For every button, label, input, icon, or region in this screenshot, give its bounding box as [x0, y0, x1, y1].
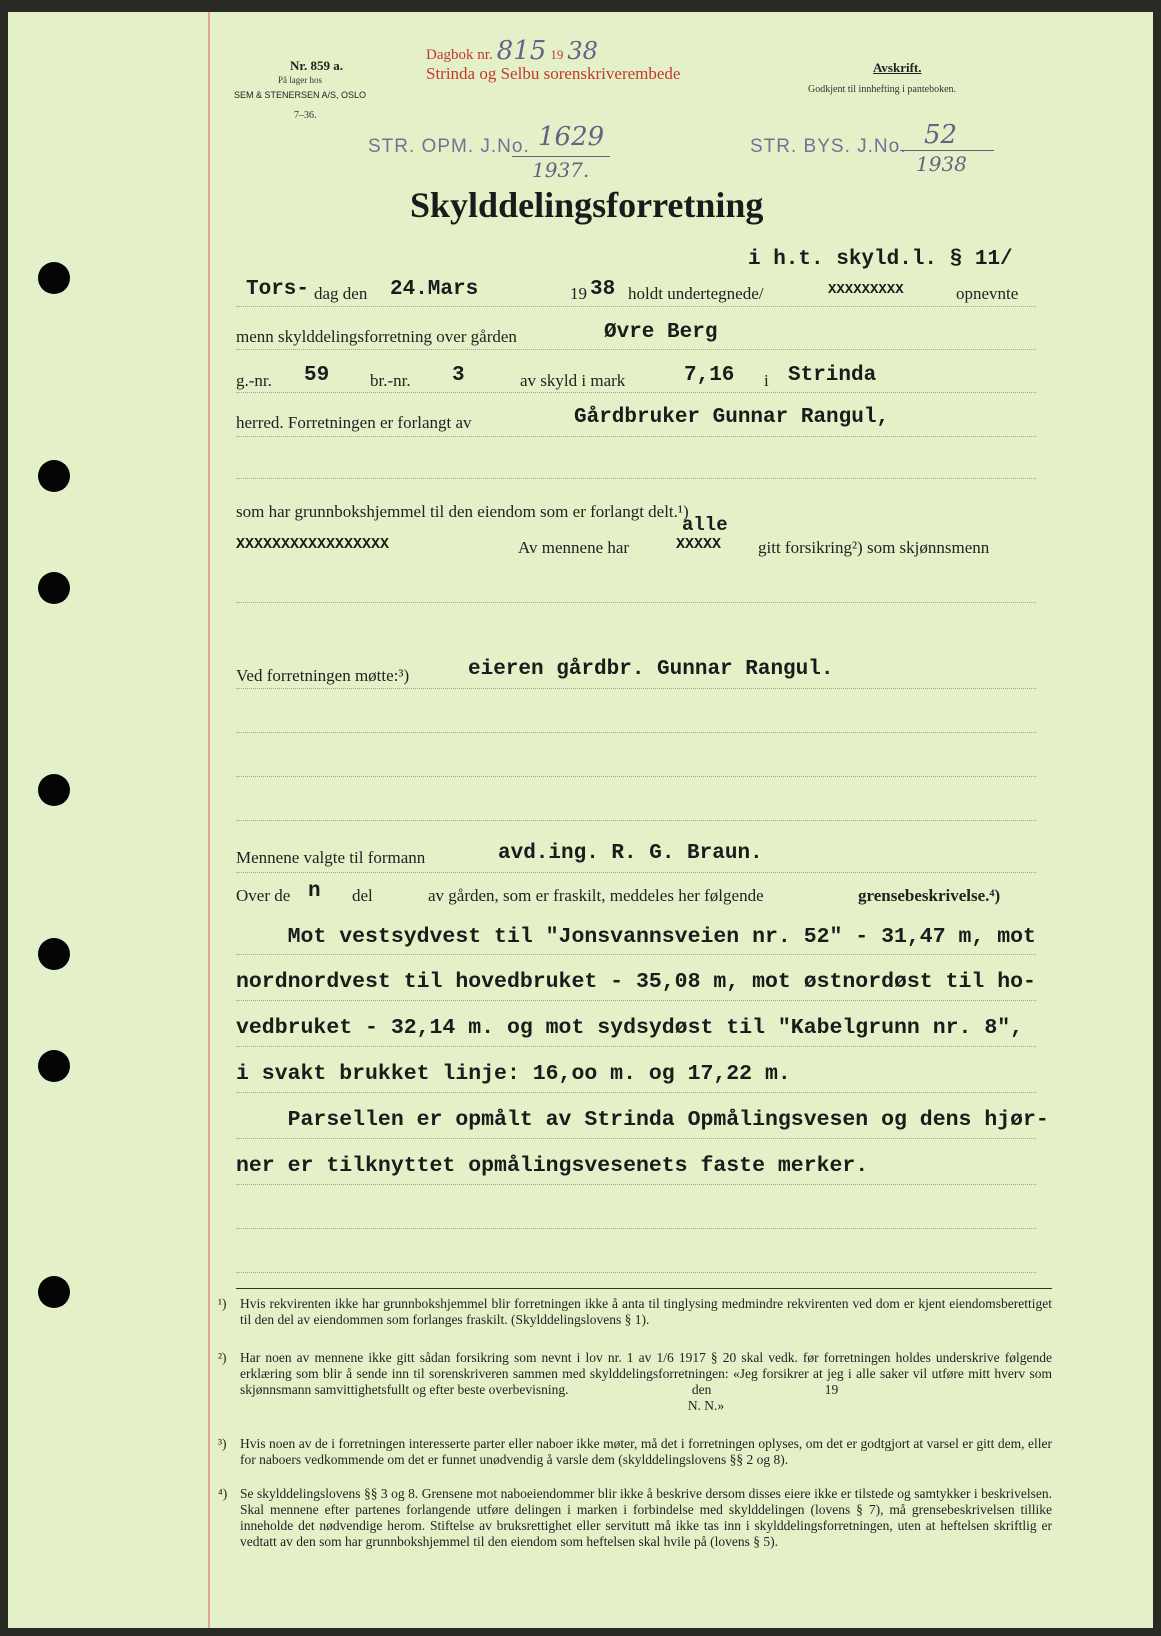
rule: [236, 1228, 1036, 1229]
rule: [236, 872, 1036, 873]
footnote-separator: [236, 1288, 1052, 1289]
opnevnte-label: opnevnte: [956, 284, 1019, 303]
mote-value: eieren gårdbr. Gunnar Rangul.: [468, 658, 834, 681]
over-n-value: n: [308, 880, 321, 903]
boundary-line: ner er tilknyttet opmålingsvesenets faste merker.: [236, 1154, 869, 1178]
footnote-3: [218, 1436, 1052, 1468]
holdt-label: holdt undertegnede/: [628, 284, 764, 303]
punch-hole: [38, 262, 70, 294]
rule: [236, 1092, 1036, 1093]
struck-text: XXXXXXXXX: [828, 282, 904, 298]
av-mennene-label: Av mennene har: [518, 538, 630, 557]
opm-underline: [512, 156, 610, 157]
hjemmel-text: som har grunnbokshjemmel til den eiendom som er forlangt delt.¹): [236, 502, 689, 521]
bys-stamp-year: 1938: [916, 152, 967, 176]
rule: [236, 392, 1036, 393]
footnote-number: ⁴): [218, 1486, 228, 1501]
weekday: Tors-: [246, 278, 310, 301]
meeting-year: 38: [590, 278, 616, 301]
footnote-text: Hvis rekvirenten ikke har grunnbokshjemmel blir forretningen ikke å anta til tinglysing medmindre rekvirenten ved dom er kjent eiendomsberettiget til den del av eiendommen som forlanges fraskilt. (Skylddelingslovens § 1).: [240, 1296, 1052, 1327]
requested-by: Gårdbruker Gunnar Rangul,: [574, 406, 890, 429]
opm-stamp-year: 1937.: [532, 158, 590, 182]
dagbok-year: 38: [567, 37, 598, 65]
brnr-value: 3: [452, 364, 465, 387]
hjemmel-struck: XXXXXXXXXXXXXXXXX: [236, 536, 390, 553]
grense-label: grensebeskrivelse.⁴): [858, 886, 1001, 905]
boundary-line: vedbruket - 32,14 m. og mot sydsydøst til "Kabelgrunn nr. 8",: [236, 1016, 1024, 1040]
rule: [236, 1046, 1036, 1047]
rule: [236, 776, 1036, 777]
year-prefix: 19: [570, 284, 587, 303]
boundary-line: i svakt brukket linje: 16,oo m. og 17,22 m.: [236, 1062, 791, 1086]
struck-word: XXXXX: [676, 536, 722, 553]
footnote-nn: N. N.»: [687, 1398, 725, 1413]
bys-underline: [900, 150, 994, 151]
requested-label: herred. Forretningen er forlangt av: [236, 413, 472, 432]
rule: [236, 1138, 1036, 1139]
del-label: del: [352, 886, 373, 905]
footnote-text: Har noen av mennene ikke gitt sådan forsikring som nevnt i lov nr. 1 av 1/6 1917 § 20 skal vedk. før forretningen holdes underskrive følgende erklæring som blir å sende inn til sorenskriveren sammen med skylddelingsforretningen: «Jeg forsikrer at jeg i alle saker vil utføre mitt hverv som skjønnsmann samvittighetsfullt og efter beste overbevisning.: [240, 1350, 1052, 1397]
i-label: i: [764, 371, 769, 390]
mote-label: Ved forretningen møtte:³): [236, 666, 410, 685]
meeting-date: 24.Mars: [390, 278, 479, 301]
avskrift-approval: Godkjent til innhefting i panteboken.: [808, 84, 957, 95]
margin-line: [208, 12, 210, 1628]
gnr-label: g.-nr.: [236, 371, 272, 390]
footnote-den: den: [691, 1382, 712, 1397]
opm-stamp-number: 1629: [538, 122, 605, 152]
rule: [236, 820, 1036, 821]
footnote-text: Se skylddelingslovens §§ 3 og 8. Grensene mot naboeiendommer blir ikke å beskrive dersom disses eiere ikke er tilstede og samtykker i beskrivelsen. Skal mennene efter partenes forlangende utføre delingen i marken i forbindelse med skylddelingen (lovens § 7), må grensebeskrivelsen tillike inneholde det nødvendige herom. Stiftelse av bruksrettighet eller servitutt må ikke tas inn i skylddelingsforretningen, uten at heftelsen skriftlig er vedtatt av den som har grunnbokshjemmel til den eiendom som heftelsen skal hvile på (lovens § 5).: [240, 1486, 1052, 1549]
rule: [236, 478, 1036, 479]
avskrift-title: Avskrift.: [873, 60, 922, 75]
document-page: [8, 12, 1153, 1628]
punch-hole: [38, 938, 70, 970]
dag-den-label: dag den: [314, 284, 368, 303]
footnote-number: ¹): [218, 1296, 227, 1311]
alle-value: alle: [682, 514, 728, 536]
punch-hole: [38, 1276, 70, 1308]
document-title: Skylddelingsforretning: [410, 185, 764, 225]
punch-hole: [38, 1050, 70, 1082]
municipality: Strinda: [788, 364, 877, 387]
footnote-number: ²): [218, 1350, 227, 1365]
gnr-value: 59: [304, 364, 330, 387]
rule: [236, 436, 1036, 437]
dagbok-label: Dagbok nr.: [426, 47, 493, 63]
gitt-label: gitt forsikring²) som skjønnsmenn: [758, 538, 990, 557]
formann-label: Mennene valgte til formann: [236, 848, 426, 867]
boundary-line: nordnordvest til hovedbruket - 35,08 m, mot østnordøst til ho-: [236, 970, 1036, 994]
footnote-number: ³): [218, 1436, 227, 1451]
skyld-value: 7,16: [684, 364, 735, 387]
footnote-4: [218, 1486, 1052, 1550]
punch-hole: [38, 572, 70, 604]
dagbok-year-prefix: 19: [550, 47, 564, 62]
dagbok-number: 815: [496, 36, 547, 66]
rule: [236, 688, 1036, 689]
footnote-19: 19: [824, 1382, 839, 1397]
bys-stamp-label: STR. BYS. J.No.: [750, 136, 907, 157]
over-de-label: Over de: [236, 886, 291, 905]
opm-stamp-label: STR. OPM. J.No.: [368, 136, 530, 157]
form-number: Nr. 859 a.: [290, 58, 343, 73]
farm-name: Øvre Berg: [604, 321, 718, 344]
printer-line1: På lager hos: [278, 75, 322, 85]
farm-label: menn skylddelingsforretning over gården: [236, 327, 517, 346]
skyld-reference: i h.t. skyld.l. § 11/: [748, 248, 1013, 271]
printer-line2: SEM & STENERSEN A/S, OSLO: [234, 90, 367, 100]
footnote-text: Hvis noen av de i forretningen interesserte parter eller naboer ikke møter, må det i forretningen oplyses, om det er godtgjort at varsel er gitt dem, eller for naboers vedkommende om det er funnet unødvendig å varsle dem (skylddelingslovens §§ 2 og 8).: [240, 1436, 1052, 1467]
punch-hole: [38, 460, 70, 492]
dagbok-office: Strinda og Selbu sorenskriverembede: [426, 64, 681, 83]
rule: [236, 349, 1036, 350]
rule: [236, 732, 1036, 733]
printer-date: 7–36.: [294, 110, 317, 121]
rule: [236, 602, 1036, 603]
rule: [236, 954, 1036, 955]
footnote-1: [218, 1296, 1052, 1328]
footnote-2: [218, 1350, 1052, 1414]
dagbok-line: [426, 36, 598, 66]
formann-value: avd.ing. R. G. Braun.: [498, 842, 763, 865]
boundary-line: Parsellen er opmålt av Strinda Opmålingsvesen og dens hjør-: [236, 1108, 1049, 1132]
brnr-label: br.-nr.: [370, 371, 411, 390]
rule: [236, 1272, 1036, 1273]
boundary-line: Mot vestsydvest til "Jonsvannsveien nr. 52" - 31,47 m, mot: [236, 925, 1036, 949]
punch-hole: [38, 774, 70, 806]
skyld-label: av skyld i mark: [520, 371, 626, 390]
rule: [236, 1000, 1036, 1001]
bys-stamp-number: 52: [924, 120, 958, 150]
rule: [236, 306, 1036, 307]
over-rest: av gården, som er fraskilt, meddeles her følgende: [428, 886, 764, 905]
rule: [236, 1184, 1036, 1185]
